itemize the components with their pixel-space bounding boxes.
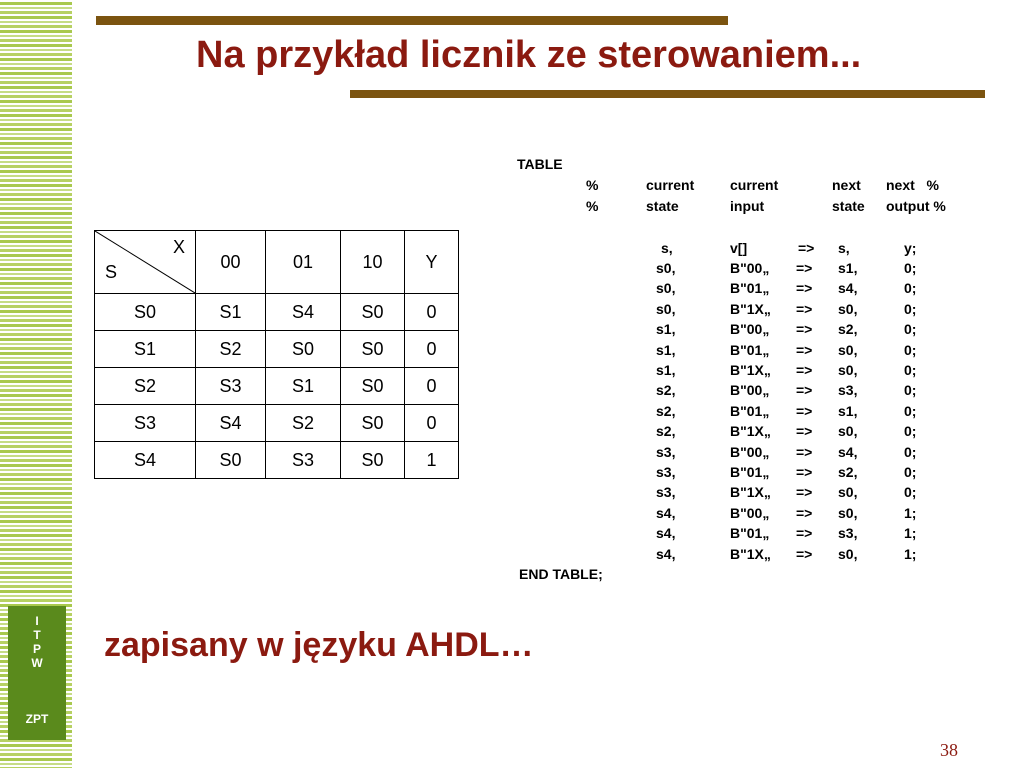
ahdl-comment-cell: next % [886, 177, 939, 193]
table-cell: S2 [266, 405, 341, 442]
table-cell: S2 [196, 331, 266, 368]
ahdl-output-cell: 0; [904, 260, 917, 276]
ahdl-output-cell: 1; [904, 545, 917, 562]
header-cell: 01 [266, 231, 341, 294]
ahdl-output-cell: 0; [904, 443, 917, 460]
ahdl-header-cell: s, [838, 240, 850, 256]
ahdl-next-state-cell: s0, [838, 504, 858, 521]
logo-zpt: ZPT [25, 712, 49, 726]
ahdl-input-cell: B"00„ [730, 260, 770, 276]
ahdl-header-cell: v[] [730, 240, 748, 256]
table-cell: S0 [196, 442, 266, 479]
ahdl-input-cell: B"01„ [730, 341, 770, 358]
ahdl-state-cell: s0, [656, 300, 676, 317]
ahdl-next-state-cell: s0, [838, 423, 858, 440]
ahdl-arrow-cell: => [796, 321, 813, 338]
table-cell: S4 [196, 405, 266, 442]
state-table [94, 230, 459, 479]
ahdl-state-cell: s2, [656, 382, 676, 399]
ahdl-next-state-cell: s2, [838, 321, 858, 338]
ahdl-input-cell: B"01„ [730, 464, 770, 480]
ahdl-comment-cell: output % [886, 198, 946, 214]
ahdl-arrow-cell: => [796, 382, 813, 399]
ahdl-state-cell: s4, [656, 504, 676, 521]
ahdl-next-state-cell: s0, [838, 484, 858, 501]
ahdl-state-cell: s3, [656, 443, 676, 460]
table-cell: S0 [341, 442, 405, 479]
ahdl-next-state-cell: s4, [838, 280, 858, 297]
table-cell: S4 [95, 442, 196, 479]
table-row [95, 405, 459, 442]
ahdl-state-cell: s2, [656, 423, 676, 440]
ahdl-comment-cell: state [832, 198, 865, 214]
ahdl-input-cell: B"1X„ [730, 484, 771, 501]
ahdl-state-cell: s1, [656, 321, 676, 338]
table-cell: S0 [341, 331, 405, 368]
ahdl-state-cell: s2, [656, 402, 676, 419]
ahdl-arrow-cell: => [796, 402, 813, 419]
table-cell: S3 [196, 368, 266, 405]
ahdl-table-keyword: TABLE [517, 156, 563, 172]
table-cell: S0 [95, 294, 196, 331]
ahdl-output-cell: 1; [904, 504, 917, 521]
corner-x-label: X [172, 237, 185, 257]
ahdl-state-cell: s0, [656, 280, 676, 297]
logo-letter: P [32, 642, 41, 656]
ahdl-output-cell: 0; [904, 382, 917, 399]
ahdl-output-cell: 0; [904, 464, 917, 480]
ahdl-next-state-cell: s3, [838, 525, 858, 542]
ahdl-next-state-cell: s0, [838, 341, 858, 358]
ahdl-comment-cell: current [646, 177, 695, 193]
table-cell: S4 [266, 294, 341, 331]
ahdl-input-cell: B"1X„ [730, 545, 771, 562]
ahdl-header-cell: s, [661, 240, 673, 256]
table-cell: S0 [266, 331, 341, 368]
ahdl-next-state-cell: s1, [838, 260, 858, 276]
slide-subtitle: zapisany w języku AHDL… [104, 626, 534, 664]
ahdl-input-cell: B"1X„ [730, 362, 771, 378]
ahdl-input-cell: B"01„ [730, 525, 770, 542]
table-row [95, 331, 459, 368]
ahdl-output-cell: 0; [904, 341, 917, 358]
table-cell: 0 [405, 368, 459, 405]
ahdl-next-state-cell: s0, [838, 545, 858, 562]
ahdl-arrow-cell: => [796, 300, 813, 317]
ahdl-input-cell: B"01„ [730, 402, 770, 419]
table-cell: S1 [95, 331, 196, 368]
ahdl-header-cell: => [798, 240, 815, 256]
ahdl-next-state-cell: s3, [838, 382, 858, 399]
ahdl-state-cell: s0, [656, 260, 676, 276]
table-cell: S0 [341, 405, 405, 442]
table-cell: S1 [196, 294, 266, 331]
ahdl-arrow-cell: => [796, 280, 813, 297]
ahdl-output-cell: 0; [904, 300, 917, 317]
ahdl-comment-cell: next [832, 177, 861, 193]
corner-cell [95, 231, 196, 294]
header-cell: 10 [341, 231, 405, 294]
table-cell: S3 [266, 442, 341, 479]
ahdl-next-state-cell: s4, [838, 443, 858, 460]
ahdl-input-cell: B"00„ [730, 321, 770, 338]
ahdl-state-cell: s3, [656, 484, 676, 501]
ahdl-arrow-cell: => [796, 525, 813, 542]
logo-letter: W [31, 656, 43, 670]
itpw-zpt-logo [8, 606, 66, 740]
logo-letter: I [35, 614, 39, 628]
ahdl-state-cell: s4, [656, 545, 676, 562]
ahdl-arrow-cell: => [796, 362, 813, 378]
ahdl-state-cell: s1, [656, 341, 676, 358]
table-cell: S1 [266, 368, 341, 405]
ahdl-arrow-cell: => [796, 443, 813, 460]
page-number: 38 [940, 740, 958, 760]
table-cell: 0 [405, 405, 459, 442]
ahdl-comment-cell: state [646, 198, 679, 214]
corner-s-label: S [105, 262, 118, 282]
ahdl-input-cell: B"00„ [730, 504, 770, 521]
ahdl-output-cell: 1; [904, 525, 917, 542]
logo-letter: T [33, 628, 41, 642]
ahdl-comment-cell: input [730, 198, 765, 214]
ahdl-output-cell: 0; [904, 402, 917, 419]
ahdl-next-state-cell: s1, [838, 402, 858, 419]
ahdl-arrow-cell: => [796, 260, 813, 276]
ahdl-input-cell: B"1X„ [730, 423, 771, 440]
table-cell: S0 [341, 368, 405, 405]
table-cell: 0 [405, 294, 459, 331]
ahdl-arrow-cell: => [796, 484, 813, 501]
title-bar-top [96, 16, 728, 25]
table-cell: 1 [405, 442, 459, 479]
ahdl-input-cell: B"00„ [730, 382, 770, 399]
ahdl-arrow-cell: => [796, 504, 813, 521]
ahdl-output-cell: 0; [904, 484, 917, 501]
table-row [95, 442, 459, 479]
ahdl-input-cell: B"00„ [730, 443, 770, 460]
ahdl-next-state-cell: s0, [838, 362, 858, 378]
table-row [95, 294, 459, 331]
header-cell: Y [405, 231, 459, 294]
ahdl-input-cell: B"1X„ [730, 300, 771, 317]
ahdl-comment-cell: % [586, 177, 599, 193]
title-bar-bottom [350, 90, 985, 98]
header-cell: 00 [196, 231, 266, 294]
table-cell: S0 [341, 294, 405, 331]
ahdl-next-state-cell: s2, [838, 464, 858, 480]
table-cell: S3 [95, 405, 196, 442]
ahdl-output-cell: 0; [904, 423, 917, 440]
ahdl-input-cell: B"01„ [730, 280, 770, 297]
ahdl-state-cell: s1, [656, 362, 676, 378]
ahdl-arrow-cell: => [796, 545, 813, 562]
ahdl-state-cell: s4, [656, 525, 676, 542]
table-row [95, 368, 459, 405]
ahdl-comment-cell: current [730, 177, 779, 193]
ahdl-output-cell: 0; [904, 321, 917, 338]
table-cell: S2 [95, 368, 196, 405]
slide-title: Na przykład licznik ze sterowaniem... [196, 34, 862, 76]
ahdl-output-cell: 0; [904, 362, 917, 378]
ahdl-next-state-cell: s0, [838, 300, 858, 317]
ahdl-output-cell: 0; [904, 280, 917, 297]
ahdl-arrow-cell: => [796, 341, 813, 358]
table-cell: 0 [405, 331, 459, 368]
ahdl-arrow-cell: => [796, 423, 813, 440]
ahdl-header-cell: y; [904, 240, 917, 256]
ahdl-state-cell: s3, [656, 464, 676, 480]
ahdl-end-table-keyword: END TABLE; [519, 566, 603, 582]
ahdl-comment-cell: % [586, 198, 599, 214]
ahdl-arrow-cell: => [796, 464, 813, 480]
